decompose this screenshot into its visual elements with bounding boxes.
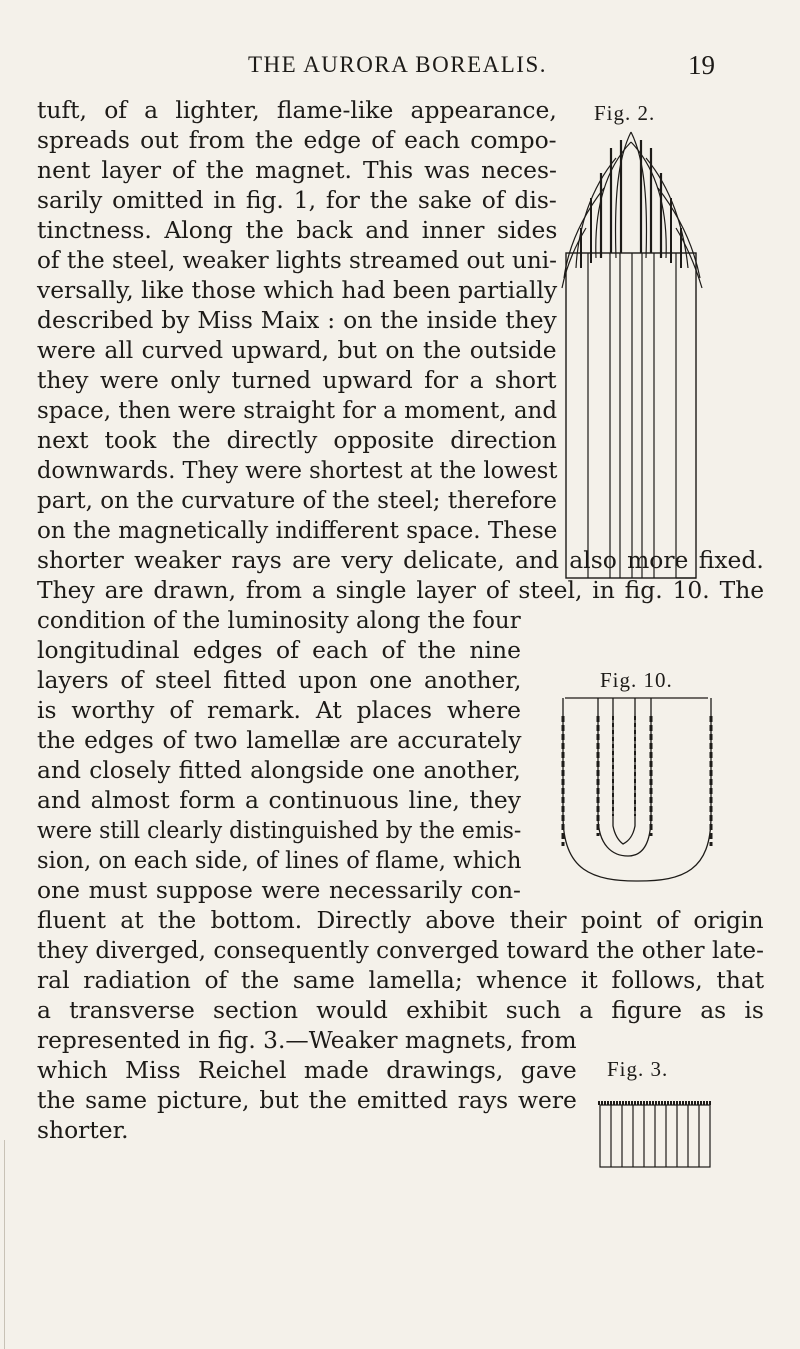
text-line: and almost form a continuous line, they [37,786,521,814]
page-number: 19 [688,50,715,80]
text-line: tinctness. Along the back and inner sides [37,216,558,244]
text-line: on the magnetically indifferent space. These [37,516,558,544]
text-line: described by Miss Maix : on the inside they [37,306,557,334]
text-line: longitudinal edges of each of the nine [37,636,521,664]
text-line: downwards. They were shortest at the lowest [37,456,558,484]
fig2-flame [596,142,666,258]
text-line: space, then were straight for a moment, and [37,396,558,424]
text-line: sarily omitted in fig. 1, for the sake of dis- [37,186,557,214]
text-line: ral radiation of the same lamella; whence it follows, that [37,966,765,994]
text-line: layers of steel fitted upon one another, [37,666,522,694]
fig10-inner-u [598,698,651,856]
text-line: nent layer of the magnet. This was neces- [37,156,557,184]
fig10-center-line [613,698,635,844]
text-line: tuft, of a lighter, flame-like appearance, [37,96,557,124]
page-header [0,50,800,84]
fig3-label: Fig. 3. [607,1057,669,1081]
text-line: one must suppose were necessarily con- [37,876,521,904]
fig10-illustration [553,696,723,886]
text-line: they diverged, consequently converged toward the other late- [37,936,764,964]
fig2-illustration [556,128,706,588]
text-line: is worthy of remark. At places where [37,696,521,724]
text-line: shorter. [37,1116,129,1144]
running-title: THE AURORA BOREALIS. [248,52,547,77]
text-line: spreads out from the edge of each compo- [37,126,557,154]
text-line: represented in fig. 3.—Weaker magnets, from [37,1026,577,1054]
text-line: next took the directly opposite direction [37,426,557,454]
fig2-label: Fig. 2. [594,101,656,125]
text-line: and closely fitted alongside one another, [37,756,521,784]
text-line: were all curved upward, but on the outside [37,336,557,364]
scan-edge-rule [4,1140,5,1349]
text-line: which Miss Reichel made drawings, gave [37,1056,577,1084]
fig3-illustration [594,1085,716,1175]
text-line: they were only turned upward for a short [37,366,557,394]
text-line: They are drawn, from a single layer of steel, in fig. 10. The [37,576,765,604]
text-line: sion, on each side, of lines of flame, which [37,846,522,874]
text-line: versally, like those which had been partially [37,276,558,304]
text-line: of the steel, weaker lights streamed out uni- [37,246,557,274]
text-line: the edges of two lamellæ are accurately [37,726,522,754]
text-line: were still clearly distinguished by the emis- [37,816,522,844]
text-line: part, on the curvature of the steel; therefore [37,486,558,514]
text-line: condition of the luminosity along the four [37,606,521,634]
fig10-label: Fig. 10. [600,668,673,692]
text-line: a transverse section would exhibit such a figure as is [37,996,764,1024]
text-line: shorter weaker rays are very delicate, and also more fixed. [37,546,764,574]
text-line: the same picture, but the emitted rays were [37,1086,577,1114]
text-line: fluent at the bottom. Directly above their point of origin [37,906,764,934]
